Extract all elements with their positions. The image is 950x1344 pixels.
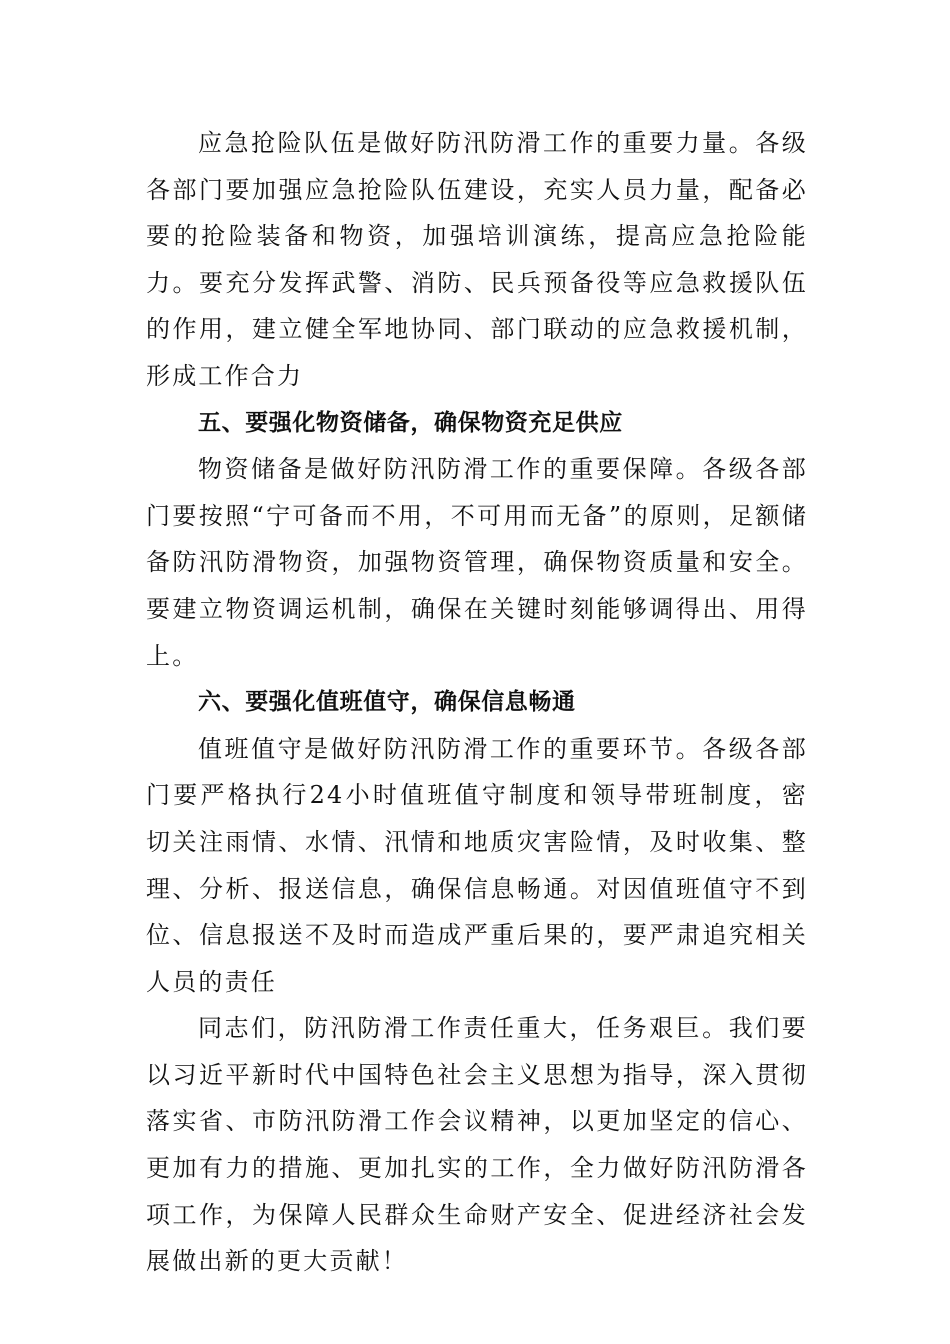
paragraph-emergency-teams: 应急抢险队伍是做好防汛防滑工作的重要力量。各级各部门要加强应急抢险队伍建设，充实人员力量，配备必要的抢险装备和物资，加强培训演练，提高应急抢险能力。要充分发挥武警、消防、民兵预备役等应急救援队伍的作用，建立健全军地协同、部门联动的应急救援机制，形成工作合力 bbox=[146, 129, 808, 390]
section-heading-6-duty: 六、要强化值班值守，确保信息畅通 bbox=[198, 689, 576, 716]
paragraph-materials: 物资储备是做好防汛防滑工作的重要保障。各级各部门要按照“宁可备而不用，不可用而无备”的原则，足额储备防汛防滑物资，加强物资管理，确保物资质量和安全。要建立物资调运机制，确保在关键时刻能够调得出、用得上。 bbox=[146, 455, 808, 670]
paragraph-duty: 值班值守是做好防汛防滑工作的重要环节。各级各部门要严格执行24小时值班值守制度和领导带班制度，密切关注雨情、水情、汛情和地质灾害险情，及时收集、整理、分析、报送信息，确保信息畅通。对因值班值守不到位、信息报送不及时而造成严重后果的，要严肃追究相关人员的责任 bbox=[146, 734, 808, 996]
section-heading-5-materials: 五、要强化物资储备，确保物资充足供应 bbox=[198, 409, 623, 436]
paragraph-closing: 同志们，防汛防滑工作责任重大，任务艰巨。我们要以习近平新时代中国特色社会主义思想为指导，深入贯彻落实省、市防汛防滑工作会议精神，以更加坚定的信心、更加有力的措施、更加扎实的工作，全力做好防汛防滑各项工作，为保障人民群众生命财产安全、促进经济社会发展做出新的更大贡献！ bbox=[146, 1014, 808, 1276]
document-page bbox=[146, 120, 808, 1285]
